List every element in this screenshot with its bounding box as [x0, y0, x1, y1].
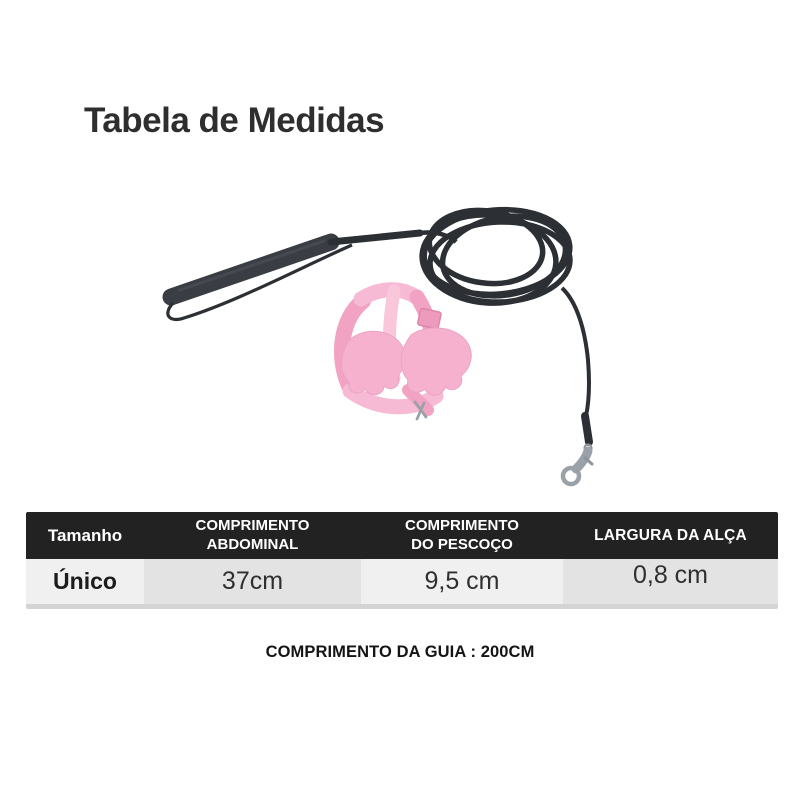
- lobster-clasp: [563, 445, 592, 485]
- cell-comprimento-pescoco: [361, 559, 563, 604]
- header-cell-largura-alca: [563, 512, 778, 559]
- cell-tamanho: [26, 559, 144, 604]
- cell-comprimento-abdominal: [144, 559, 361, 604]
- right-wing: [401, 328, 471, 395]
- table-header-row: [26, 512, 778, 559]
- left-wing: [342, 331, 405, 394]
- page-title: Tabela de Medidas: [84, 101, 385, 141]
- harness-buckle: [417, 308, 441, 329]
- cell-value: 9,5 cm: [424, 567, 500, 595]
- cell-value: 0,8 cm: [632, 561, 709, 589]
- cell-largura-alca: [563, 559, 778, 604]
- table-bottom-strip: [26, 604, 778, 609]
- header-cell-tamanho: [26, 512, 144, 559]
- cell-value: Único: [53, 568, 117, 594]
- header-cell-comprimento-pescoco: [361, 512, 563, 559]
- coiled-cord: [419, 203, 573, 307]
- header-label: Tamanho: [47, 525, 123, 545]
- guide-length-caption: COMPRIMENTO DA GUIA : 200CM: [265, 643, 535, 661]
- header-cell-comprimento-abdominal: [144, 512, 361, 559]
- leash-lead: [562, 288, 589, 442]
- cell-value: 37cm: [221, 567, 284, 595]
- table-row: [26, 559, 778, 604]
- header-label: LARGURA DA ALÇA: [594, 526, 747, 544]
- size-table: [26, 512, 778, 609]
- leash-handle: [168, 241, 352, 320]
- header-label: COMPRIMENTO ABDOMINAL: [195, 516, 310, 553]
- pink-harness: [342, 290, 472, 419]
- header-label: COMPRIMENTO DO PESCOÇO: [405, 516, 519, 553]
